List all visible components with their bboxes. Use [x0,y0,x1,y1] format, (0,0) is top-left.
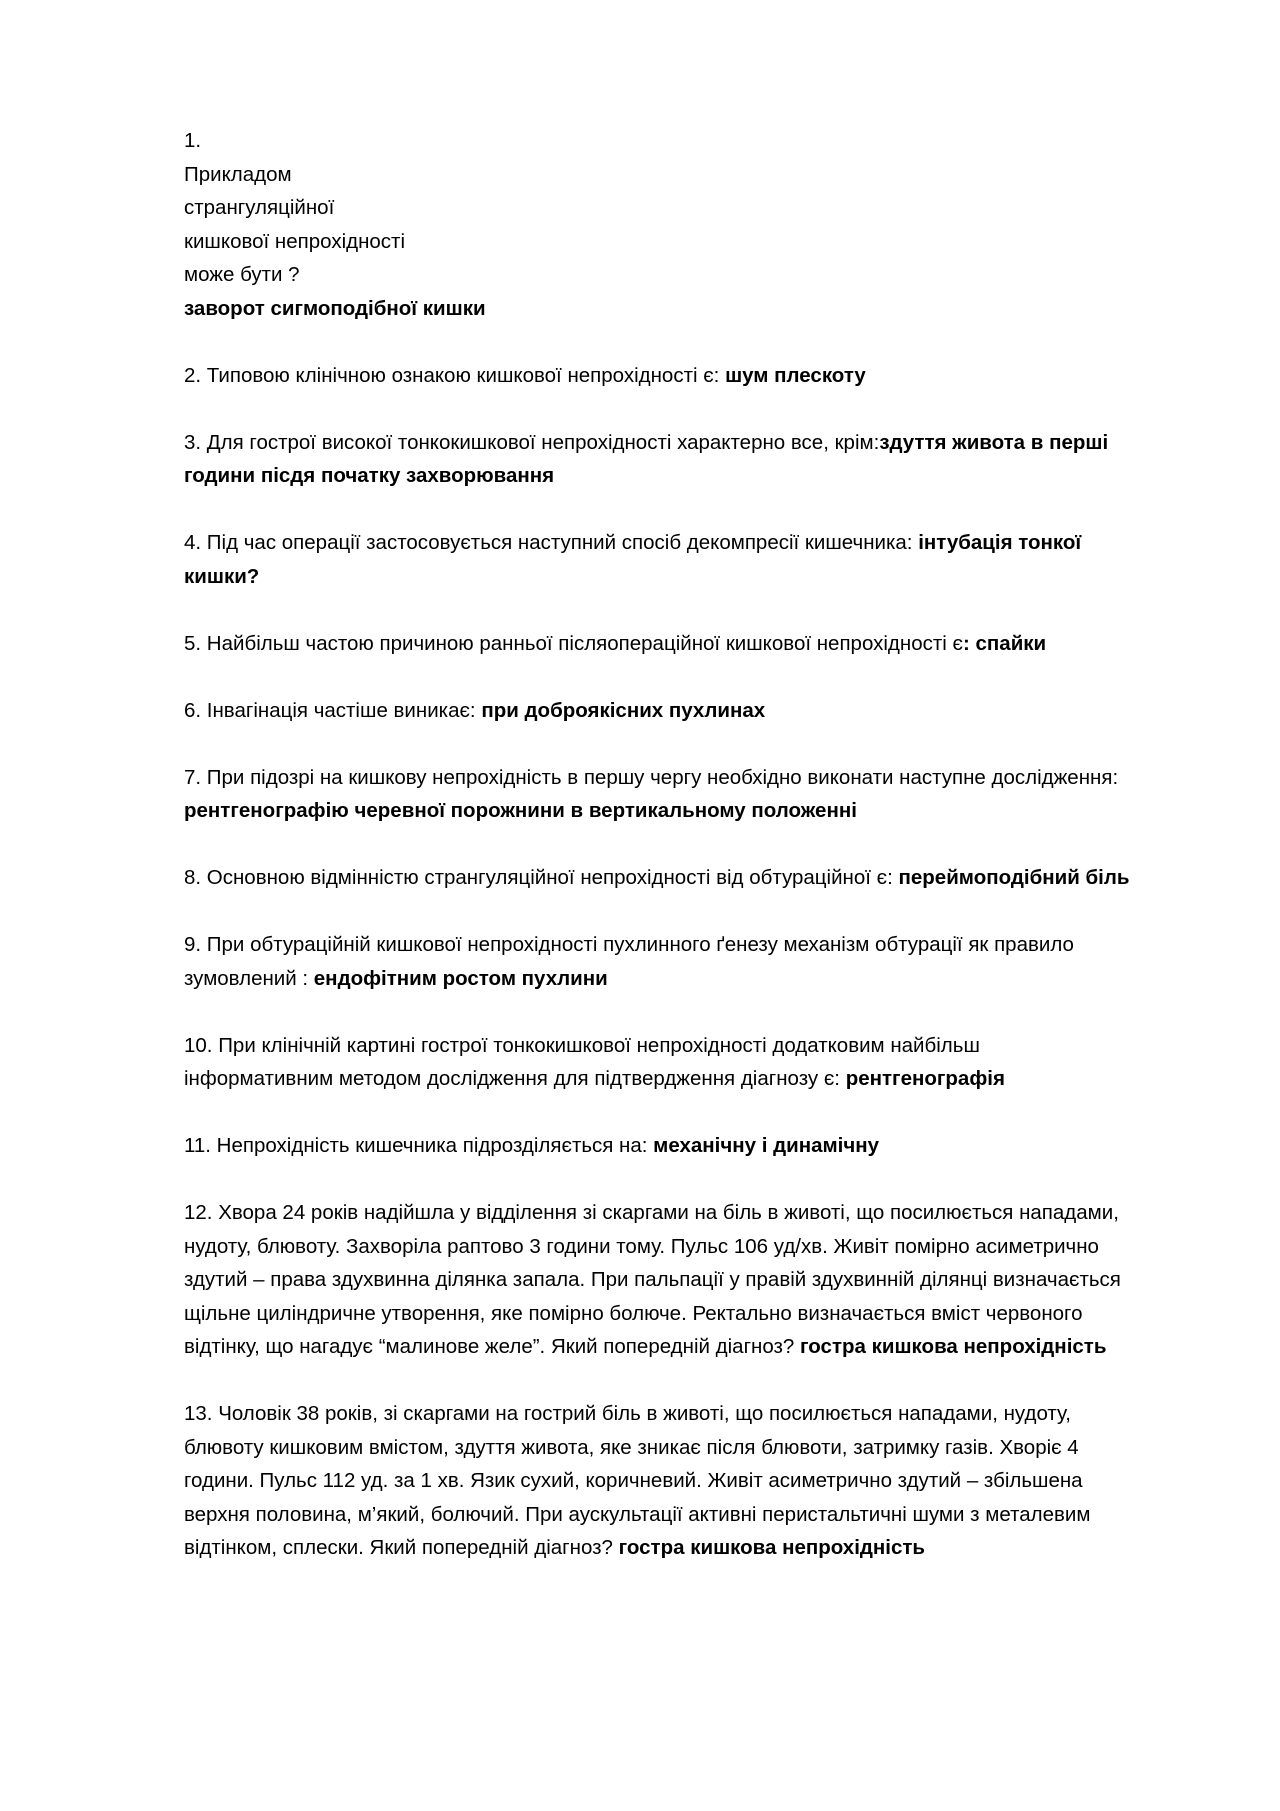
question-4-answer: інтубація тонкої [918,531,1082,554]
question-1-line: кишкової непрохідності [184,229,405,253]
question-5 [184,627,1194,661]
question-3-answer: здуття живота в перші [879,430,1109,454]
question-13-answer: гостра кишкова непрохідність [618,1536,926,1559]
question-6-text: 6. Інвагінація частіше виникає: [184,698,482,722]
question-1-line: Прикладом [184,162,292,186]
question-11 [184,1129,1194,1163]
question-12-answer: гостра кишкова непрохідність [800,1335,1107,1358]
question-12-last-line: відтінку, що нагадує “малинове желе”. Який попередній діагноз? [184,1335,801,1358]
question-1-line: 1. [184,129,202,152]
question-11-text: 11. Непрохідність кишечника підрозділяється на: [184,1134,654,1157]
question-13-line: верхня половина, м’який, болючий. При аускультації активні перистальтичні шуми з металевим [184,1502,1091,1526]
question-13 [184,1397,1194,1565]
question-5-answer: : спайки [962,631,1047,655]
question-13-line: години. Пульс 112 уд. за 1 хв. Язик сухий, коричневий. Живіт асиметрично здутий – збільшена [184,1469,1083,1492]
question-7-text: 7. При підозрі на кишкову непрохідність в першу чергу необхідно виконати наступне дослідження: [184,765,1119,789]
question-2 [184,359,1194,393]
question-10 [184,1029,1194,1096]
question-12-line: 12. Хвора 24 років надійшла у відділення зі скаргами на біль в животі, що посилюється нападами, [184,1201,1119,1224]
question-13-line: 13. Чоловік 38 років, зі скаргами на гострий біль в животі, що посилюється нападами, нудоту, [184,1402,1071,1425]
question-12 [184,1196,1194,1364]
question-2-text: 2. Типовою клінічною ознакою кишкової непрохідності є: [184,363,726,387]
question-12-line: щільне циліндричне утворення, яке помірно болюче. Ректально визначається вміст червоного [184,1301,1083,1325]
question-1-line: може бути ? [184,263,300,286]
question-12-line: нудоту, блювоту. Захворіла раптово 3 години тому. Пульс 106 уд/хв. Живіт помірно асиметрично [184,1234,1099,1258]
question-1-line: странгуляційної [184,196,335,219]
question-3-answer-continued: години пісдя початку захворювання [184,464,555,487]
question-1-answer: заворот сигмоподібної кишки [184,296,486,320]
question-3-text: 3. Для гострої високої тонкокишкової непрохідності характерно все, крім: [184,430,880,454]
question-9-answer: ендофітним ростом пухлини [313,966,608,990]
question-4 [184,526,1194,593]
question-5-text: 5. Найбільш частою причиною ранньої післяопераційної кишкової непрохідності є [184,631,963,655]
question-8-text: 8. Основною відмінністю странгуляційної непрохідності від обтураційної є: [184,866,899,889]
question-4-text: 4. Під час операції застосовується наступний спосіб декомпресії кишечника: [184,531,919,554]
question-1 [184,124,1194,325]
question-12-line: здутий – права здухвинна ділянка запала. При пальпації у правій здухвинній ділянці визначається [184,1268,1121,1291]
question-2-answer: шум плескоту [725,363,866,387]
question-6 [184,694,1194,728]
question-6-answer: при доброякісних пухлинах [481,698,766,722]
question-10-text-continued: інформативним методом дослідження для підтвердження діагнозу є: [184,1067,846,1090]
question-10-text: 10. При клінічній картині гострої тонкокишкової непрохідності додатковим найбільш [184,1033,980,1057]
question-9-text: 9. При обтураційній кишкової непрохідності пухлинного ґенезу механізм обтурації як правило [184,933,1074,956]
question-13-last-line: відтінком, сплески. Який попередній діагноз? [184,1536,619,1559]
question-7-answer: рентгенографію черевної порожнини в вертикальному положенні [184,799,857,822]
question-4-answer-continued: кишки? [184,564,260,588]
question-9 [184,928,1194,995]
question-3 [184,426,1194,493]
question-9-text-continued: зумовлений : [184,966,314,990]
question-7 [184,761,1194,828]
question-10-answer: рентгенографія [845,1067,1005,1090]
question-11-answer: механічну і динамічну [653,1134,880,1157]
question-8-answer: переймоподібний біль [898,866,1130,889]
question-13-line: блювоту кишковим вмістом, здуття живота, яке зникає після блювоти, затримку газів. Хворіє 4 [184,1435,1079,1459]
question-8 [184,861,1194,895]
document-page [184,124,1194,1598]
